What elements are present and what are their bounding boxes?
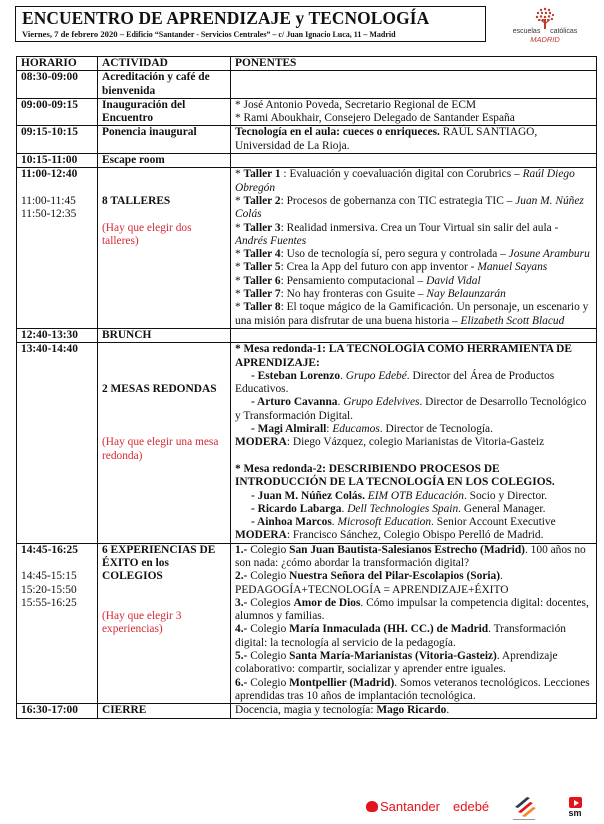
activity-cell: CIERRE	[98, 704, 231, 718]
time-cell	[17, 543, 98, 704]
closing-text: Docencia, magia y tecnología:	[235, 704, 377, 717]
time-range: 11:00-12:40	[21, 168, 78, 181]
col-header-actividad: ACTIVIDAD	[98, 57, 231, 71]
table-row-brunch	[17, 328, 597, 342]
panelist-item	[235, 423, 592, 436]
panelist-sep: .	[331, 516, 338, 529]
panelist-name: - Arturo Cavanna	[251, 396, 338, 409]
workshop-author: Manuel Sayans	[477, 261, 548, 274]
workshop-label: Taller 7	[243, 288, 281, 301]
experience-prefix: Colegio	[247, 623, 290, 636]
sm-logo	[566, 797, 584, 821]
event-title: ENCUENTRO DE APRENDIZAJE y TECNOLOGÍA	[22, 8, 430, 28]
moderator-label: MODERA	[235, 529, 287, 542]
panelist-sep: .	[340, 369, 346, 382]
flame-icon	[366, 801, 378, 812]
experience-school: Santa María-Marianistas (Vitoria-Gasteiz)	[289, 650, 497, 663]
time-slot: 11:00-11:45	[21, 194, 76, 207]
talk-title: Tecnología en el aula: cueces o enriqueces.	[235, 126, 440, 139]
time-cell: 10:15-11:00	[17, 154, 98, 168]
experience-number: 4.-	[235, 623, 248, 636]
experience-school: María Inmaculada (HH. CC.) de Madrid	[289, 623, 489, 636]
workshop-bullet: *	[235, 221, 244, 234]
workshop-title: : No hay fronteras con Gsuite –	[280, 288, 427, 301]
table-row-talleres	[17, 168, 597, 329]
panelist-item	[235, 396, 592, 423]
tree-icon	[532, 6, 558, 30]
escuelas-catolicas-logo	[500, 6, 590, 44]
table-row-acreditacion	[17, 71, 597, 99]
speakers-cell	[231, 704, 597, 718]
workshop-bullet: *	[235, 301, 244, 314]
time-slot: 15:55-16:25	[21, 596, 77, 609]
time-cell: 08:30-09:00	[17, 71, 98, 99]
logo-text-left: escuelas	[512, 28, 541, 35]
activity-cell: Escape room	[98, 154, 231, 168]
activity-cell	[98, 343, 231, 543]
panelist-sep: .	[337, 396, 344, 409]
moderator-name: : Francisco Sánchez, Colegio Obispo Perelló de Madrid.	[286, 529, 544, 542]
workshop-title: : El toque mágico de la Gamificación. Un personaje, un escenario y una misión para disfrutar de una buena historia –	[235, 301, 589, 327]
panelist-item	[235, 370, 592, 397]
time-range: 14:45-16:25	[21, 543, 78, 556]
sm-text: sm	[568, 808, 582, 818]
panelist-org: Educamos	[332, 423, 380, 436]
panelist-org: Grupo Edebé	[345, 369, 407, 382]
panelist-sep: :	[326, 423, 333, 436]
panelist-name: - Esteban Lorenzo	[251, 369, 341, 382]
panelist-org: Microsoft Education	[337, 516, 432, 529]
event-location: Edificio “Santander - Servicios Centrales” – c/ Juan Ignacio Luca, 11 – Madrid	[126, 30, 396, 39]
play-icon	[569, 797, 582, 808]
workshop-title: : Crea la App del futuro con app inventor -	[280, 261, 478, 274]
speakers-cell	[231, 98, 597, 126]
workshop-item	[235, 222, 592, 249]
workshop-label: Taller 2	[243, 194, 281, 207]
speakers-cell	[231, 168, 597, 329]
moderator-label: MODERA	[235, 436, 287, 449]
activity-title: 8 TALLERES	[102, 194, 171, 207]
logo-madrid: MADRID	[530, 35, 560, 44]
selection-note: (Hay que elegir dos talleres)	[102, 221, 192, 247]
experience-prefix: Colegio	[247, 543, 290, 556]
workshop-title: : Realidad inmersiva. Crea un Tour Virtual sin salir del aula -	[280, 221, 559, 234]
moderator-name: : Diego Vázquez, colegio Marianistas de Vitoria-Gasteiz	[286, 436, 545, 449]
workshop-author: Elizabeth Scott Blacud	[460, 314, 565, 327]
table-row-inauguracion	[17, 98, 597, 126]
workshop-author: David Vidal	[426, 274, 481, 287]
speaker-item: * José Antonio Poveda, Secretario Regional de ECM	[235, 98, 477, 111]
logo-text-right: católicas	[550, 28, 578, 35]
panelist-role: . Director del Área de Productos Educativos.	[235, 369, 555, 396]
table-row-escape-room	[17, 154, 597, 168]
workshop-label: Taller 5	[243, 261, 281, 274]
experience-school: San Juan Bautista-Salesianos Estrecho (Madrid)	[289, 543, 525, 556]
panelist-role: . Director de Tecnología.	[379, 423, 493, 436]
table-row-ponencia	[17, 126, 597, 154]
experience-number: 1.-	[235, 543, 248, 556]
panelist-org: EIM OTB Educación	[367, 489, 464, 502]
workshop-bullet: *	[235, 168, 244, 181]
workshop-author: Raúl Diego Obregón	[235, 168, 575, 194]
workshop-item	[235, 248, 592, 261]
panelist-name: - Ricardo Labarga	[251, 502, 342, 515]
experience-item	[235, 623, 592, 650]
activity-cell: Ponencia inaugural	[98, 126, 231, 154]
workshop-label: Taller 1	[243, 168, 281, 181]
experience-text: . Transformación digital: la tecnología al servicio de la pedagogía.	[235, 623, 566, 649]
mesa-title-text: * Mesa redonda-2: DESCRIBIENDO PROCESOS DE INTRODUCCIÓN DE LA TECNOLOGÍA EN LOS COLEGIOS	[235, 462, 552, 489]
experience-item	[235, 650, 592, 677]
workshop-item	[235, 288, 592, 301]
event-subtitle	[22, 29, 479, 40]
workshop-title: : Procesos de gobernanza con TIC estrategia TIC –	[280, 194, 516, 207]
edelvives-logo-icon	[509, 795, 539, 821]
time-slot: 14:45-15:15	[21, 570, 77, 583]
experience-prefix: Colegio	[247, 676, 290, 689]
time-cell: 09:15-10:15	[17, 126, 98, 154]
panelist-name: - Juan M. Núñez Colás.	[251, 489, 365, 502]
santander-logo	[366, 799, 440, 814]
workshop-author: Josune Aramburu	[508, 248, 590, 261]
experience-number: 5.-	[235, 650, 248, 663]
experience-prefix: Colegio	[247, 650, 290, 663]
experience-prefix: Colegios	[247, 596, 294, 609]
activity-cell: Acreditación y café de bienvenida	[98, 71, 231, 99]
workshop-bullet: *	[235, 248, 244, 261]
workshop-label: Taller 4	[243, 248, 281, 261]
experience-school: Nuestra Señora del Pilar-Escolapios (Soria)	[289, 570, 501, 583]
experience-school: Amor de Dios	[293, 596, 361, 609]
workshop-author: Nay Belaunzarán	[426, 288, 506, 301]
experience-school: Montpellier (Madrid)	[289, 676, 395, 689]
experience-item	[235, 677, 592, 704]
time-cell: 09:00-09:15	[17, 98, 98, 126]
workshop-item	[235, 168, 592, 195]
selection-note: (Hay que elegir 3 experiencias)	[102, 610, 182, 636]
speakers-cell	[231, 543, 597, 704]
moderator-line	[235, 436, 592, 449]
activity-cell	[98, 168, 231, 329]
activity-cell	[98, 543, 231, 704]
activity-cell: BRUNCH	[98, 328, 231, 342]
workshop-bullet: *	[235, 288, 244, 301]
mesa-title	[235, 463, 592, 490]
panelist-name: - Ainhoa Marcos	[251, 516, 332, 529]
workshop-item	[235, 261, 592, 274]
experience-text: . PEDAGOGÍA+TECNOLOGÍA = APRENDIZAJE+ÉXITO	[235, 570, 509, 596]
workshop-item	[235, 195, 592, 222]
panelist-org: Grupo Edelvives	[343, 396, 420, 409]
experience-text: . Cómo impulsar la competencia digital: docentes, alumnos y familias.	[235, 596, 589, 623]
panelist-name: - Magi Almirall	[251, 423, 327, 436]
mesa-title-text: * Mesa redonda-1: LA TECNOLOGÍA COMO HERRAMIENTA DE APRENDIZAJE	[235, 343, 572, 369]
panelist-item	[235, 490, 592, 503]
workshop-author: Andrés Fuentes	[235, 234, 307, 247]
experience-item	[235, 597, 592, 624]
col-header-horario: HORARIO	[17, 57, 98, 71]
panelist-org: Dell Technologies Spain	[347, 502, 459, 515]
speakers-cell	[231, 343, 597, 543]
workshop-author: Juan M. Núñez Colás	[235, 194, 584, 221]
experience-number: 6.-	[235, 676, 248, 689]
speakers-cell	[231, 71, 597, 99]
time-cell: 13:40-14:40	[17, 343, 98, 543]
workshop-title: : Pensamiento computacional –	[280, 274, 427, 287]
activity-title: 6 EXPERIENCIAS DE ÉXITO en los COLEGIOS	[102, 543, 216, 583]
activity-title: 2 MESAS REDONDAS	[102, 383, 217, 396]
panelist-role: . Senior Account Executive	[431, 516, 556, 529]
talk-speaker: RAÚL SANTIAGO, Universidad de La Rioja.	[235, 126, 538, 152]
experience-number: 2.-	[235, 570, 248, 583]
panelist-sep: .	[341, 502, 348, 515]
experience-prefix: Colegio	[247, 570, 290, 583]
workshop-bullet: *	[235, 274, 244, 287]
workshop-label: Taller 8	[243, 301, 281, 314]
panelist-item	[235, 516, 592, 529]
panelist-role: . Socio y Director.	[463, 489, 548, 502]
event-date: Viernes, 7 de febrero 2020 –	[22, 29, 127, 39]
program-table	[16, 56, 597, 719]
workshop-item	[235, 301, 592, 328]
activity-cell: Inauguración del Encuentro	[98, 98, 231, 126]
time-cell	[17, 168, 98, 329]
selection-note: (Hay que elegir una mesa redonda)	[102, 436, 219, 462]
closing-speaker: Mago Ricardo	[376, 704, 447, 717]
time-cell: 16:30-17:00	[17, 704, 98, 718]
sponsor-logos	[366, 797, 596, 821]
workshop-bullet: *	[235, 194, 244, 207]
speaker-item: * Rami Aboukhair, Consejero Delegado de Santander España	[235, 112, 515, 125]
time-cell: 12:40-13:30	[17, 328, 98, 342]
workshop-label: Taller 6	[243, 274, 281, 287]
table-header-row	[17, 57, 597, 71]
table-row-experiencias	[17, 543, 597, 704]
experience-text: . 100 años no son nada: ¿cómo abordar la transformación digital?	[235, 543, 586, 569]
table-row-cierre	[17, 704, 597, 718]
workshop-bullet: *	[235, 261, 244, 274]
header-box	[15, 6, 486, 42]
mesa-redonda-2	[235, 463, 592, 543]
speakers-cell	[231, 154, 597, 168]
experience-item	[235, 544, 592, 571]
experience-text: . Aprendizaje colaborativo: compartir, socializar y aprender entre iguales.	[235, 650, 558, 676]
col-header-ponentes: PONENTES	[231, 57, 597, 71]
mesa-title	[235, 343, 592, 370]
time-slot: 15:20-15:50	[21, 583, 77, 596]
workshop-label: Taller 3	[243, 221, 281, 234]
workshop-title: : Evaluación y coevaluación digital con Corubrics –	[280, 168, 523, 181]
edebe-logo: edebé	[453, 799, 490, 814]
mesa-redonda-1	[235, 343, 592, 449]
panelist-role: . General Manager.	[458, 502, 546, 515]
workshop-title: : Uso de tecnología sí, pero segura y controlada –	[280, 248, 509, 261]
speakers-cell	[231, 126, 597, 154]
panelist-role: . Director de Desarrollo Tecnológico y Transformación Digital.	[235, 396, 587, 422]
speakers-cell	[231, 328, 597, 342]
experience-text: . Somos veteranos tecnológicos. Lecciones aprendidas tras 10 años de implantación tecnológica.	[235, 676, 590, 702]
table-row-mesas-redondas	[17, 343, 597, 543]
closing-end: .	[446, 704, 450, 717]
moderator-line	[235, 529, 592, 542]
santander-text: Santander	[380, 799, 440, 814]
mesa-title-end: :	[316, 356, 320, 369]
time-slot: 11:50-12:35	[21, 208, 77, 221]
workshop-item	[235, 275, 592, 288]
experience-item	[235, 570, 592, 597]
mesa-title-end: .	[551, 476, 555, 489]
panelist-item	[235, 503, 592, 516]
experience-number: 3.-	[235, 596, 248, 609]
